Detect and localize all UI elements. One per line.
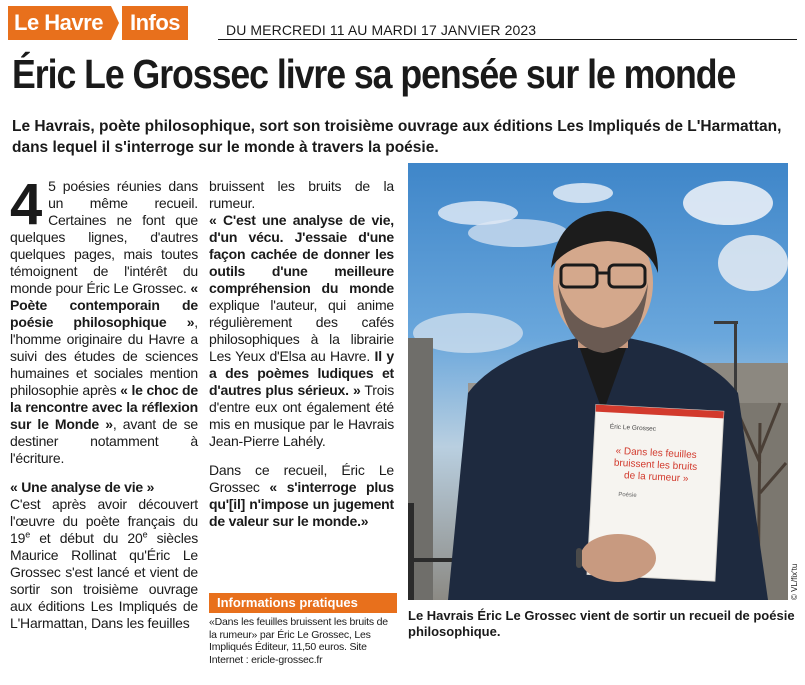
practical-info-title: Informations pratiques <box>209 593 397 613</box>
article-column-2 <box>209 178 394 530</box>
practical-info-text: «Dans les feuilles bruissent les bruits de la rumeur» par Éric Le Grossec, Les Impliqués Éditeur, 11,50 euros. Site Internet : ericle-grossec.fr <box>209 616 388 666</box>
col1-text-d: C'est après avoir découvert l'œuvre du poète français du 19 <box>10 496 198 546</box>
masthead-arrow <box>111 6 119 40</box>
masthead-brand-left: Le Havre <box>8 6 111 40</box>
paragraph-gap <box>10 467 198 479</box>
col1-text-a: 5 poésies réunies dans un même recueil. Certaines ne font que quelques lignes, d'autres quelques pages, mais toutes témoignent de l'intérêt du monde pour Éric Le Grossec. <box>10 178 198 296</box>
article-headline: Éric Le Grossec livre sa pensée sur le monde <box>12 51 736 97</box>
col2-quote-b: Il y a des poèmes ludiques et d'autres plus sérieux. » <box>209 348 394 398</box>
col2-quote-c: « s'interroge plus qu'[il] n'impose un jugement de valeur sur le monde.» <box>209 479 394 529</box>
superscript-1: e <box>25 529 30 540</box>
section-subhead: « Une analyse de vie » <box>10 479 155 495</box>
article-column-1 <box>10 172 198 632</box>
col1-text-c: , avant de se destiner notamment à l'écriture. <box>10 416 198 466</box>
author-photo-illustration <box>408 163 788 600</box>
col1-text-f: siècles Maurice Rollinat qu'Éric Le Grossec s'est lancé et vient de sortir son troisième ouvrage aux éditions Les Impliqués de L'Harmattan, Dans les feuilles <box>10 530 198 631</box>
practical-info-box <box>209 593 397 666</box>
col1-text-b: , l'homme originaire du Havre a suivi des études de sciences humaines et sociales mention philosophie après <box>10 314 198 398</box>
header-rule <box>218 39 797 40</box>
col1-text-e: et début du 20 <box>30 530 143 546</box>
author-photo <box>408 163 788 600</box>
col2-text-c: Trois d'entre eux ont également été mis en musique par le Havrais Jean-Pierre Lahély. <box>209 382 395 449</box>
paragraph-gap <box>209 450 394 462</box>
masthead-logo <box>8 6 188 40</box>
col2-text-a: bruissent les bruits de la rumeur. <box>209 178 394 211</box>
article-lead: Le Havrais, poète philosophique, sort son troisième ouvrage aux éditions Les Impliqués de L'Harmattan, dans lequel il s'interroge sur le monde à travers la poésie. <box>12 118 782 156</box>
col1-quote-b: « le choc de la rencontre avec la réflexion sur le Monde » <box>10 382 198 432</box>
masthead-brand-right: Infos <box>122 6 188 40</box>
col2-quote-a: « C'est une analyse de vie, d'un vécu. J'essaie d'une façon cachée de donner les outils d'une meilleure compréhension du monde <box>209 212 394 296</box>
superscript-2: e <box>142 529 148 540</box>
photo-credit: © VL/fix'tu <box>790 563 799 600</box>
col1-quote-a: « Poète contemporain de poésie philosophique » <box>10 280 198 330</box>
col2-text-b: explique l'auteur, qui anime régulièrement des cafés philosophiques à la librairie Les Yeux d'Elsa au Havre. <box>209 297 394 364</box>
photo-caption: Le Havrais Éric Le Grossec vient de sortir un recueil de poésie philosophique. <box>408 608 795 639</box>
book-genre: Poésie <box>618 491 637 499</box>
col2-text-d: Dans ce recueil, Éric Le Grossec <box>209 462 394 495</box>
issue-dateline: DU MERCREDI 11 AU MARDI 17 JANVIER 2023 <box>226 22 537 38</box>
book-author: Éric Le Grossec <box>609 423 657 433</box>
drop-cap: 4 <box>10 172 43 237</box>
book-title: « Dans les feuilles bruissent les bruits de la rumeur » <box>613 445 698 485</box>
